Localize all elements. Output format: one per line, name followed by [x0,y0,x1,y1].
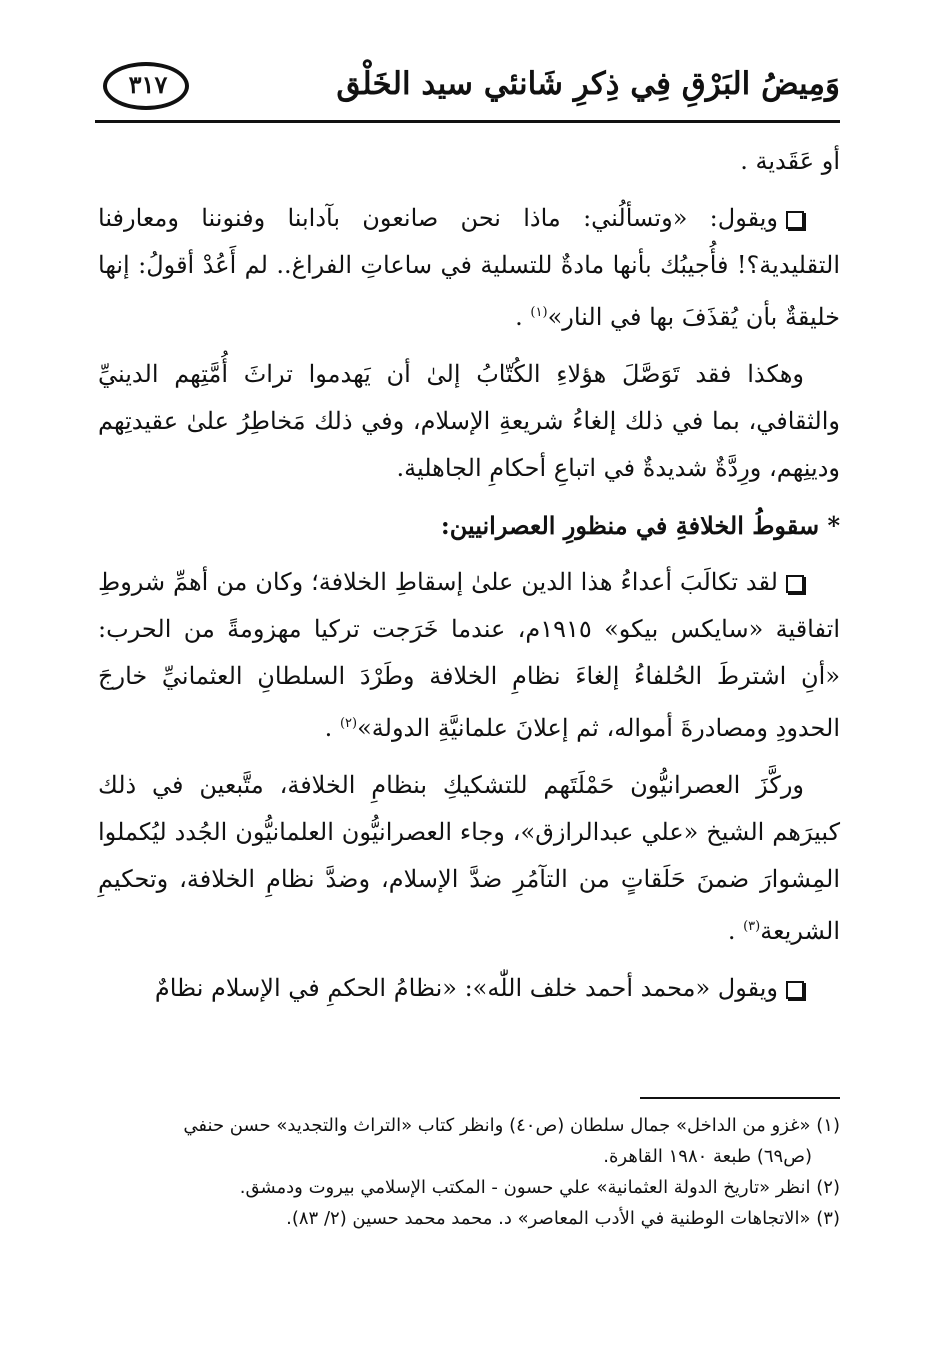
paragraph: ويقول: «وتسألُني: ماذا نحن صانعون بآدابنا وفنوننا ومعارفنا التقليدية؟! فأُجيبُك بأنها مادةٌ للتسلية في ساعاتِ الفراغ.. لم أَعُدْ أقولُ: إنها خليقةٌ بأن يُقذَفَ بها في النار»$^{(١)}$ . [98,204,840,331]
footnote-ref: (٣) [743,919,761,934]
footnote-1: (١) «غزو من الداخل» جمال سلطان (ص٤٠) وانظر كتاب «التراث والتجديد» حسن حنفي [183,1115,840,1136]
footnote-separator [640,1097,840,1099]
footnote-ref: (١) [530,305,548,320]
running-title: وَمِيضُ البَرْقِ فِي ذِكرِ شَانئي سيد الخَلْق [336,66,840,102]
page-number-badge [103,62,195,112]
footnote-1-continued: (ص٦٩) طبعة ١٩٨٠ القاهرة. [603,1146,812,1167]
paragraph: أو عَقَدية . [740,147,840,175]
page-header [95,58,840,128]
footnotes [180,1110,840,1234]
page-number: ٣١٧ [128,70,168,99]
paragraph: لقد تكالَبَ أعداءُ هذا الدين علىٰ إسقاطِ الخلافة؛ وكان من أهمِّ شروطِ اتفاقية «سايكس بيكو» ١٩١٥م، عندما خَرَجت تركيا مهزومةً من الحرب: «أنِ اشترطَ الحُلفاءُ إلغاءَ نظامِ الخلافة وطَرْدَ السلطانِ العثمانيِّ خارجَ الحدودِ ومصادرةَ أمواله، ثم إعلانَ علمانيَّةِ الدولة»$^{(٢)}$ . [98,568,840,742]
footnote-ref: (٢) [339,716,358,731]
paragraph: وهكذا فقد تَوَصَّلَ هؤلاءِ الكُتّابُ إلىٰ أن يَهدموا تراثَ أُمَّتِهم الدينيِّ والثقافي، بما في ذلك إلغاءُ شريعةِ الإسلام، وفي ذلك مَخاطِرُ علىٰ عقيدتِهم ودينِهم، ورِدَّةٌ شديدةٌ في اتباعِ أحكامِ الجاهلية. [98,360,840,482]
section-heading: * سقوطُ الخلافةِ في منظورِ العصرانيين: [440,511,840,540]
footnote-3: (٣) «الاتجاهات الوطنية في الأدب المعاصر» د. محمد محمد حسين (٢/ ٨٣). [286,1208,840,1229]
header-rule [95,120,840,123]
paragraph: وركَّزَ العصرانيُّون حَمْلَتَهم للتشكيكِ بنظامِ الخلافة، متَّبعين في ذلك كبيرَهم الشيخ «علي عبدالرازق»، وجاء العصرانيُّون العلمانيُّون الجُدد ليُكملوا المِشوارَ ضمنَ حَلَقاتٍ من التآمُرِ ضدَّ الإسلام، وضدَّ نظامِ الخلافة، وتحكيمِ الشريعة$^{(٣)}$ . [98,771,840,945]
square-bullet-icon [786,575,804,593]
footnote-2: (٢) انظر «تاريخ الدولة العثمانية» علي حسون - المكتب الإسلامي بيروت ودمشق. [239,1177,840,1198]
square-bullet-icon [786,211,804,229]
paragraph: ويقول «محمد أحمد خلف اللّٰه»: «نظامُ الحكمِ في الإسلام نظامٌ [98,965,840,1012]
square-bullet-icon [786,981,804,999]
main-text [98,138,840,1022]
